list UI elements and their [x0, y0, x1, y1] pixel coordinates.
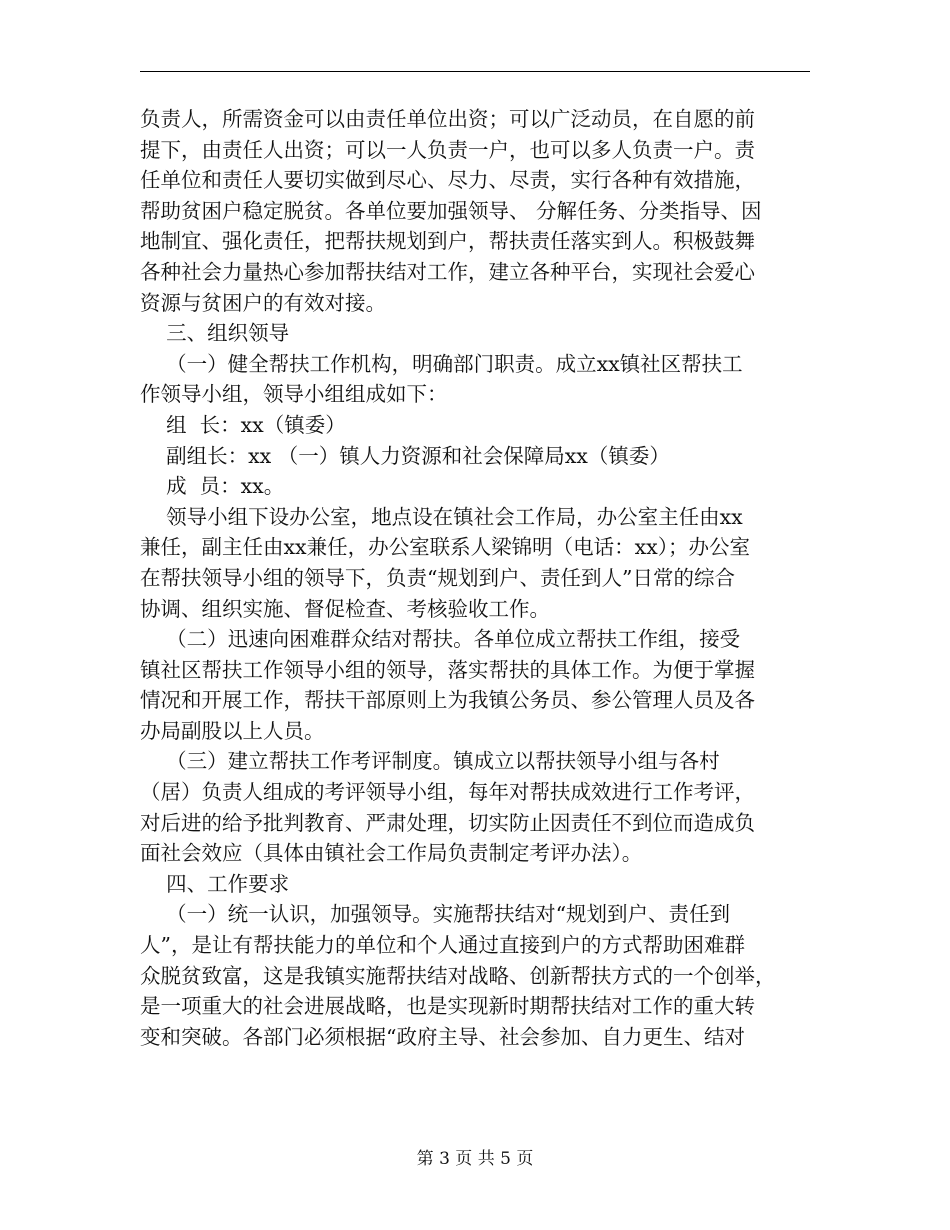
text-line: 帮助贫困户稳定脱贫。各单位要加强领导、 分解任务、分类指导、因: [140, 198, 762, 223]
text-line: 镇社区帮扶工作领导小组的领导，落实帮扶的具体工作。为便于掌握: [140, 657, 755, 682]
text-line: 情况和开展工作，帮扶干部原则上为我镇公务员、参公管理人员及各: [140, 688, 755, 713]
text-line: 负责人，所需资金可以由责任单位出资；可以广泛动员，在自愿的前: [140, 107, 755, 131]
text-line: 作领导小组，领导小组组成如下：: [140, 382, 448, 407]
text-line: 众脱贫致富，这是我镇实施帮扶结对战略、创新帮扶方式的一个创举，: [140, 963, 776, 988]
text-line: （一）健全帮扶工作机构，明确部门职责。成立xx镇社区帮扶工: [140, 351, 743, 376]
member-line: 成 员：xx。: [140, 474, 285, 499]
text-line: 任单位和责任人要切实做到尽心、尽力、尽责，实行各种有效措施，: [140, 168, 755, 193]
text-line: 是一项重大的社会进展战略，也是实现新时期帮扶结对工作的重大转: [140, 994, 755, 1019]
text-line: 变和突破。各部门必须根据“政府主导、社会参加、自力更生、结对: [140, 1024, 745, 1049]
text-line: 办局副股以上人员。: [140, 718, 325, 743]
text-line: 人”，是让有帮扶能力的单位和个人通过直接到户的方式帮助困难群: [140, 933, 745, 958]
text-line: 提下，由责任人出资；可以一人负责一户，也可以多人负责一户。责: [140, 137, 755, 162]
text-line: 资源与贫困户的有效对接。: [140, 290, 386, 315]
section-heading: 三、组织领导: [140, 321, 290, 346]
text-line: 兼任，副主任由xx兼任，办公室联系人梁锦明（电话：xx）；办公室: [140, 535, 750, 560]
text-line: 地制宜、强化责任，把帮扶规划到户，帮扶责任落实到人。积极鼓舞: [140, 229, 755, 254]
header-rule: [140, 71, 810, 72]
member-line: 组 长：xx（镇委）: [140, 412, 346, 437]
text-line: （二）迅速向困难群众结对帮扶。各单位成立帮扶工作组，接受: [140, 627, 741, 652]
text-line: 面社会效应（具体由镇社会工作局负责制定考评办法）。: [140, 841, 643, 866]
section-heading: 四、工作要求: [140, 871, 290, 896]
text-line: 在帮扶领导小组的领导下，负责“规划到户、责任到人”日常的综合: [140, 565, 735, 590]
page-number: 第 3 页 共 5 页: [416, 1149, 534, 1169]
text-line: 协调、组织实施、督促检查、考核验收工作。: [140, 596, 550, 621]
member-line: 副组长：xx （一）镇人力资源和社会保障局xx（镇委）: [140, 443, 670, 468]
text-line: （一）统一认识，加强领导。实施帮扶结对“规划到户、责任到: [140, 902, 731, 927]
text-line: （居）负责人组成的考评领导小组，每年对帮扶成效进行工作考评，: [140, 780, 755, 805]
text-line: 对后进的给予批判教育、严肃处理，切实防止因责任不到位而造成负: [140, 810, 755, 835]
text-line: 各种社会力量热心参加帮扶结对工作，建立各种平台，实现社会爱心: [140, 259, 755, 284]
text-line: （三）建立帮扶工作考评制度。镇成立以帮扶领导小组与各村: [140, 749, 720, 774]
text-line: 领导小组下设办公室，地点设在镇社会工作局，办公室主任由xx: [140, 504, 743, 529]
document-body: [140, 104, 812, 1052]
